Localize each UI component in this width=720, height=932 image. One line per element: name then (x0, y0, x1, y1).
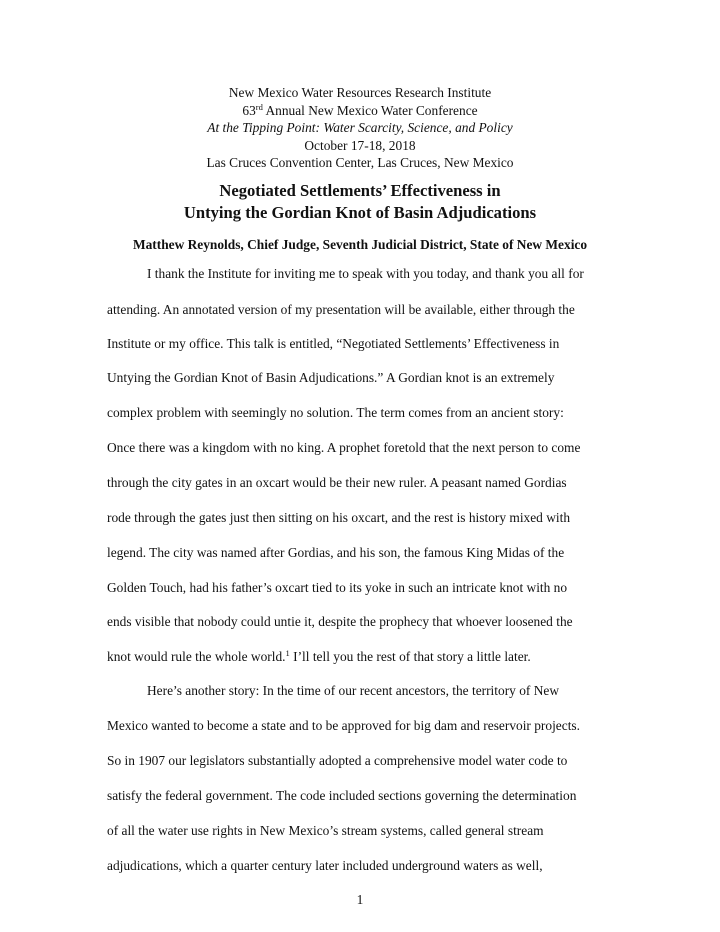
paper-title (0, 180, 720, 223)
conference-ordinal: 63 (242, 102, 256, 118)
conference-name (0, 102, 720, 120)
body-line: I thank the Institute for inviting me to speak with you today, and thank you all for (147, 266, 584, 281)
footnote-line-before: knot would rule the whole world. (107, 649, 286, 664)
conference-ordinal-suffix: rd (255, 101, 263, 112)
body-line: Golden Touch, had his father’s oxcart tied to its yoke in such an intricate knot with no (107, 580, 568, 595)
conference-header (0, 84, 720, 172)
institute-name: New Mexico Water Resources Research Institute (228, 85, 492, 100)
body-line: legend. The city was named after Gordias, and his son, the famous King Midas of the (107, 545, 565, 560)
author-byline: Matthew Reynolds, Chief Judge, Seventh Judicial District, State of New Mexico (132, 237, 588, 252)
body-line: Mexico wanted to become a state and to be approved for big dam and reservoir projects. (107, 718, 580, 733)
body-line: Untying the Gordian Knot of Basin Adjudications.” A Gordian knot is an extremely (107, 370, 555, 385)
body-line: complex problem with seemingly no solution. The term comes from an ancient story: (107, 405, 564, 420)
page-number: 1 (356, 892, 364, 907)
body-line: through the city gates in an oxcart would be their new ruler. A peasant named Gordias (107, 475, 567, 490)
body-line: ends visible that nobody could untie it, despite the prophecy that whoever loosened the (107, 614, 573, 629)
body-line: So in 1907 our legislators substantially adopted a comprehensive model water code to (107, 753, 568, 768)
body-line: Institute or my office. This talk is entitled, “Negotiated Settlements’ Effectiveness in (107, 336, 560, 351)
body-line: Once there was a kingdom with no king. A prophet foretold that the next person to come (107, 440, 581, 455)
body-line: Here’s another story: In the time of our recent ancestors, the territory of New (147, 683, 559, 698)
conference-name-text: Annual New Mexico Water Conference (262, 102, 478, 118)
footnote-marker[interactable]: 1 (285, 648, 290, 658)
conference-dates: October 17-18, 2018 (304, 137, 416, 153)
body-line: satisfy the federal government. The code included sections governing the determination (107, 788, 577, 803)
body-line: rode through the gates just then sitting on his oxcart, and the rest is history mixed with (107, 510, 571, 525)
paper-title-line-2: Untying the Gordian Knot of Basin Adjudications (183, 202, 537, 222)
body-line-with-footnote (107, 649, 531, 665)
body-line: attending. An annotated version of my presentation will be available, either through the (107, 302, 575, 317)
paper-title-line-1: Negotiated Settlements’ Effectiveness in (219, 181, 501, 200)
conference-theme: At the Tipping Point: Water Scarcity, Science, and Policy (207, 120, 513, 135)
body-line: of all the water use rights in New Mexico’s stream systems, called general stream (107, 823, 544, 838)
conference-venue: Las Cruces Convention Center, Las Cruces, New Mexico (206, 155, 514, 170)
body-line: adjudications, which a quarter century later included underground waters as well, (107, 858, 543, 873)
footnote-line-after: I’ll tell you the rest of that story a little later. (289, 649, 531, 664)
